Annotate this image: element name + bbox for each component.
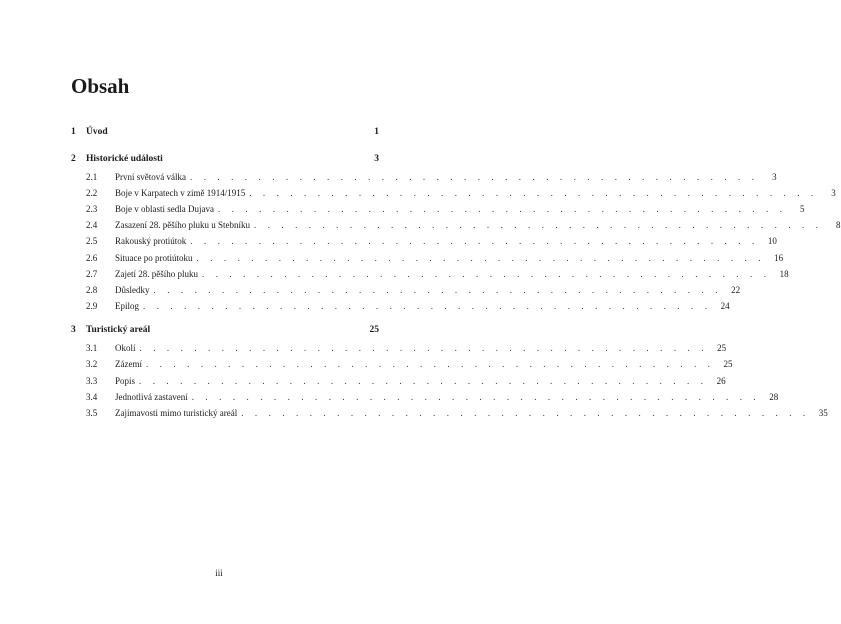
dot-leader: . . . . . . . . . . . . . . . . . . . . . . . . . . . . . . . . . . . . . . . . . .: [143, 301, 712, 312]
toc-section[interactable]: [71, 185, 836, 201]
toc-section[interactable]: [71, 218, 841, 234]
section-number: 2.9: [86, 301, 98, 312]
toc-section[interactable]: [71, 266, 789, 282]
section-page-number: 24: [720, 301, 730, 312]
toc-section[interactable]: [71, 373, 726, 389]
toc-section[interactable]: [71, 169, 777, 185]
section-number: 2.6: [86, 252, 98, 263]
toc-chapter[interactable]: [71, 125, 379, 139]
section-title: Epilog: [115, 301, 139, 312]
section-number: 2.4: [86, 220, 98, 231]
dot-leader: . . . . . . . . . . . . . . . . . . . . . . . . . . . . . . . . . . . . . . . . . .: [191, 391, 761, 402]
page-title: Obsah: [71, 74, 130, 98]
toc-chapter[interactable]: [71, 152, 379, 166]
dot-leader: . . . . . . . . . . . . . . . . . . . . . . . . . . . . . . . . . . . . . . . . . .: [253, 220, 823, 231]
section-number: 2.8: [86, 284, 98, 295]
section-title: Zasazení 28. pěšího pluku u Stebníku: [115, 220, 250, 231]
section-page-number: 3: [831, 187, 836, 198]
dot-leader: . . . . . . . . . . . . . . . . . . . . . . . . . . . . . . . . . . . . . . . . . .: [249, 187, 818, 198]
section-page-number: 35: [818, 408, 828, 419]
section-title: Zázemí: [115, 359, 142, 370]
toc-chapter[interactable]: [71, 324, 379, 338]
section-page-number: 5: [800, 203, 805, 214]
chapter-title: Turistický areál: [86, 325, 151, 336]
section-title: Boje v oblasti sedla Dujava: [115, 203, 214, 214]
dot-leader: . . . . . . . . . . . . . . . . . . . . . . . . . . . . . . . . . . . . . . . . . .: [190, 236, 759, 247]
section-number: 3.3: [86, 375, 98, 386]
chapter-title: Historické události: [86, 153, 163, 164]
dot-leader: . . . . . . . . . . . . . . . . . . . . . . . . . . . . . . . . . . . . . . . . . .: [145, 359, 715, 370]
section-page-number: 25: [723, 359, 733, 370]
toc-section[interactable]: [71, 341, 727, 357]
chapter-title: Úvod: [86, 126, 108, 137]
chapter-number: 3: [71, 325, 76, 336]
toc-section[interactable]: [71, 250, 784, 266]
section-title: Zajetí 28. pěšího pluku: [115, 268, 198, 279]
section-title: Okolí: [115, 343, 136, 354]
toc-section[interactable]: [71, 299, 730, 315]
dot-leader: . . . . . . . . . . . . . . . . . . . . . . . . . . . . . . . . . . . . . . . . . .: [196, 252, 766, 263]
section-number: 2.1: [86, 171, 98, 182]
dot-leader: . . . . . . . . . . . . . . . . . . . . . . . . . . . . . . . . . . . . . . . . . .: [190, 171, 759, 182]
chapter-number: 2: [71, 153, 76, 164]
toc-section[interactable]: [71, 234, 777, 250]
dot-leader: . . . . . . . . . . . . . . . . . . . . . . . . . . . . . . . . . . . . . . . . . .: [139, 343, 709, 354]
section-number: 3.2: [86, 359, 98, 370]
section-page-number: 28: [769, 391, 779, 402]
dot-leader: . . . . . . . . . . . . . . . . . . . . . . . . . . . . . . . . . . . . . . . . . .: [139, 375, 708, 386]
section-page-number: 22: [731, 284, 741, 295]
chapter-number: 1: [71, 126, 76, 137]
dot-leader: . . . . . . . . . . . . . . . . . . . . . . . . . . . . . . . . . . . . . . . . . .: [217, 203, 787, 214]
toc-section[interactable]: [71, 405, 828, 421]
page-number-footer: iii: [215, 568, 223, 578]
section-title: Zajímavosti mimo turistický areál: [115, 408, 238, 419]
section-number: 3.5: [86, 408, 98, 419]
section-number: 3.1: [86, 343, 98, 354]
section-number: 2.2: [86, 187, 98, 198]
section-title: Jednotlivá zastavení: [115, 391, 188, 402]
section-title: Popis: [115, 375, 136, 386]
section-title: Rakouský protiútok: [115, 236, 187, 247]
section-page-number: 25: [717, 343, 727, 354]
section-page-number: 8: [836, 220, 841, 231]
chapter-page-number: 3: [374, 153, 379, 164]
section-title: Důsledky: [115, 284, 150, 295]
section-title: Boje v Karpatech v zimě 1914/1915: [115, 187, 246, 198]
section-number: 2.5: [86, 236, 98, 247]
section-page-number: 16: [774, 252, 784, 263]
toc-section[interactable]: [71, 201, 805, 217]
section-page-number: 18: [779, 268, 789, 279]
toc-section[interactable]: [71, 389, 779, 405]
section-title: První světová válka: [115, 171, 186, 182]
section-number: 2.3: [86, 203, 98, 214]
chapter-page-number: 25: [369, 325, 379, 336]
dot-leader: . . . . . . . . . . . . . . . . . . . . . . . . . . . . . . . . . . . . . . . . . .: [241, 408, 810, 419]
section-number: 2.7: [86, 268, 98, 279]
dot-leader: . . . . . . . . . . . . . . . . . . . . . . . . . . . . . . . . . . . . . . . . . .: [202, 268, 771, 279]
section-page-number: 3: [772, 171, 777, 182]
toc-section[interactable]: [71, 282, 741, 298]
section-number: 3.4: [86, 391, 98, 402]
table-of-contents: [71, 125, 841, 422]
section-title: Situace po protiútoku: [115, 252, 193, 263]
section-page-number: 26: [716, 375, 726, 386]
chapter-page-number: 1: [374, 126, 379, 137]
toc-section[interactable]: [71, 357, 733, 373]
dot-leader: . . . . . . . . . . . . . . . . . . . . . . . . . . . . . . . . . . . . . . . . . .: [153, 284, 723, 295]
section-page-number: 10: [767, 236, 777, 247]
